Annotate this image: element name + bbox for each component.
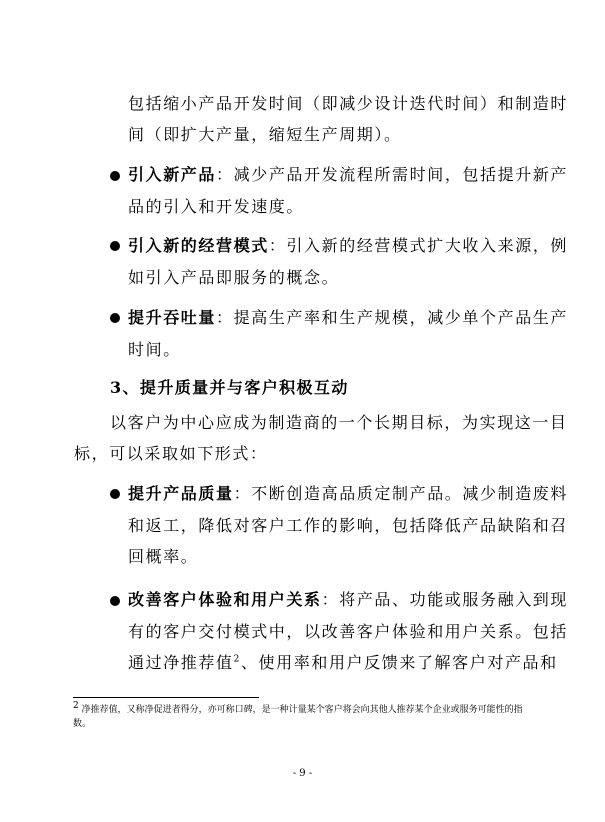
- footnote-number: 2: [73, 701, 79, 711]
- bullet-line: [128, 653, 558, 673]
- bullet-icon: [110, 241, 120, 251]
- bullet-term: 提升吞吐量: [128, 308, 217, 327]
- bullet-text: ：引入新的经营模式扩大收入来源，例: [268, 236, 569, 255]
- footnote-line: 数。: [73, 719, 92, 729]
- bullet-line: [128, 484, 568, 504]
- bullet-text: ：将产品、功能或服务融入到现: [321, 590, 569, 609]
- bullet-line: 时间。: [128, 340, 181, 359]
- bullet-term: 引入新的经营模式: [128, 236, 269, 255]
- bullet-line: 和返工，降低对客户工作的影响，包括降低产品缺陷和召: [128, 516, 569, 535]
- bullet-line: [128, 308, 568, 328]
- bullet-icon: [110, 171, 120, 181]
- footnote-line: [73, 701, 523, 717]
- bullet-line: [128, 165, 568, 185]
- bullet-term: 提升产品质量: [128, 484, 234, 503]
- section-heading: 3、提升质量并与客户积极互动: [110, 378, 349, 397]
- bullet-text: 通过净推荐值: [128, 653, 234, 672]
- paragraph-line: 标，可以采取如下形式：: [74, 444, 268, 463]
- bullet-icon: [110, 313, 120, 323]
- footnote-rule: [73, 697, 259, 698]
- bullet-text: ：提高生产率和生产规模，减少单个产品生产: [216, 308, 569, 327]
- bullet-line: 品的引入和开发速度。: [128, 197, 305, 216]
- footnote-ref[interactable]: 2: [233, 654, 241, 665]
- bullet-line: [128, 590, 568, 610]
- page-number: - 9 -: [292, 768, 313, 779]
- bullet-text: ：不断创造高品质定制产品。减少制造废料: [233, 484, 569, 503]
- bullet-line: 有的客户交付模式中，以改善客户体验和用户关系。包括: [128, 622, 569, 641]
- bullet-term: 改善客户体验和用户关系: [128, 590, 322, 609]
- paragraph-line: 包括缩小产品开发时间（即减少设计迭代时间）和制造时: [128, 94, 569, 113]
- bullet-line: 回概率。: [128, 547, 199, 566]
- footnote-text: 净推荐值，又称净促进者得分，亦可称口碑，是一种计量某个客户将会向其他人推荐某个企业或服务可能性的指: [81, 705, 523, 715]
- paragraph-line: 间（即扩大产量，缩短生产周期）。: [128, 125, 402, 144]
- paragraph-line: 以客户为中心应成为制造商的一个长期目标，为实现这一目: [110, 413, 568, 432]
- bullet-icon: [110, 489, 120, 499]
- bullet-term: 引入新产品: [128, 165, 217, 184]
- bullet-line: 如引入产品即服务的概念。: [128, 268, 340, 287]
- bullet-text: 、使用率和用户反馈来了解客户对产品和: [240, 653, 558, 672]
- bullet-icon: [110, 596, 120, 606]
- bullet-text: ：减少产品开发流程所需时间，包括提升新产: [216, 165, 569, 184]
- bullet-line: [128, 236, 568, 256]
